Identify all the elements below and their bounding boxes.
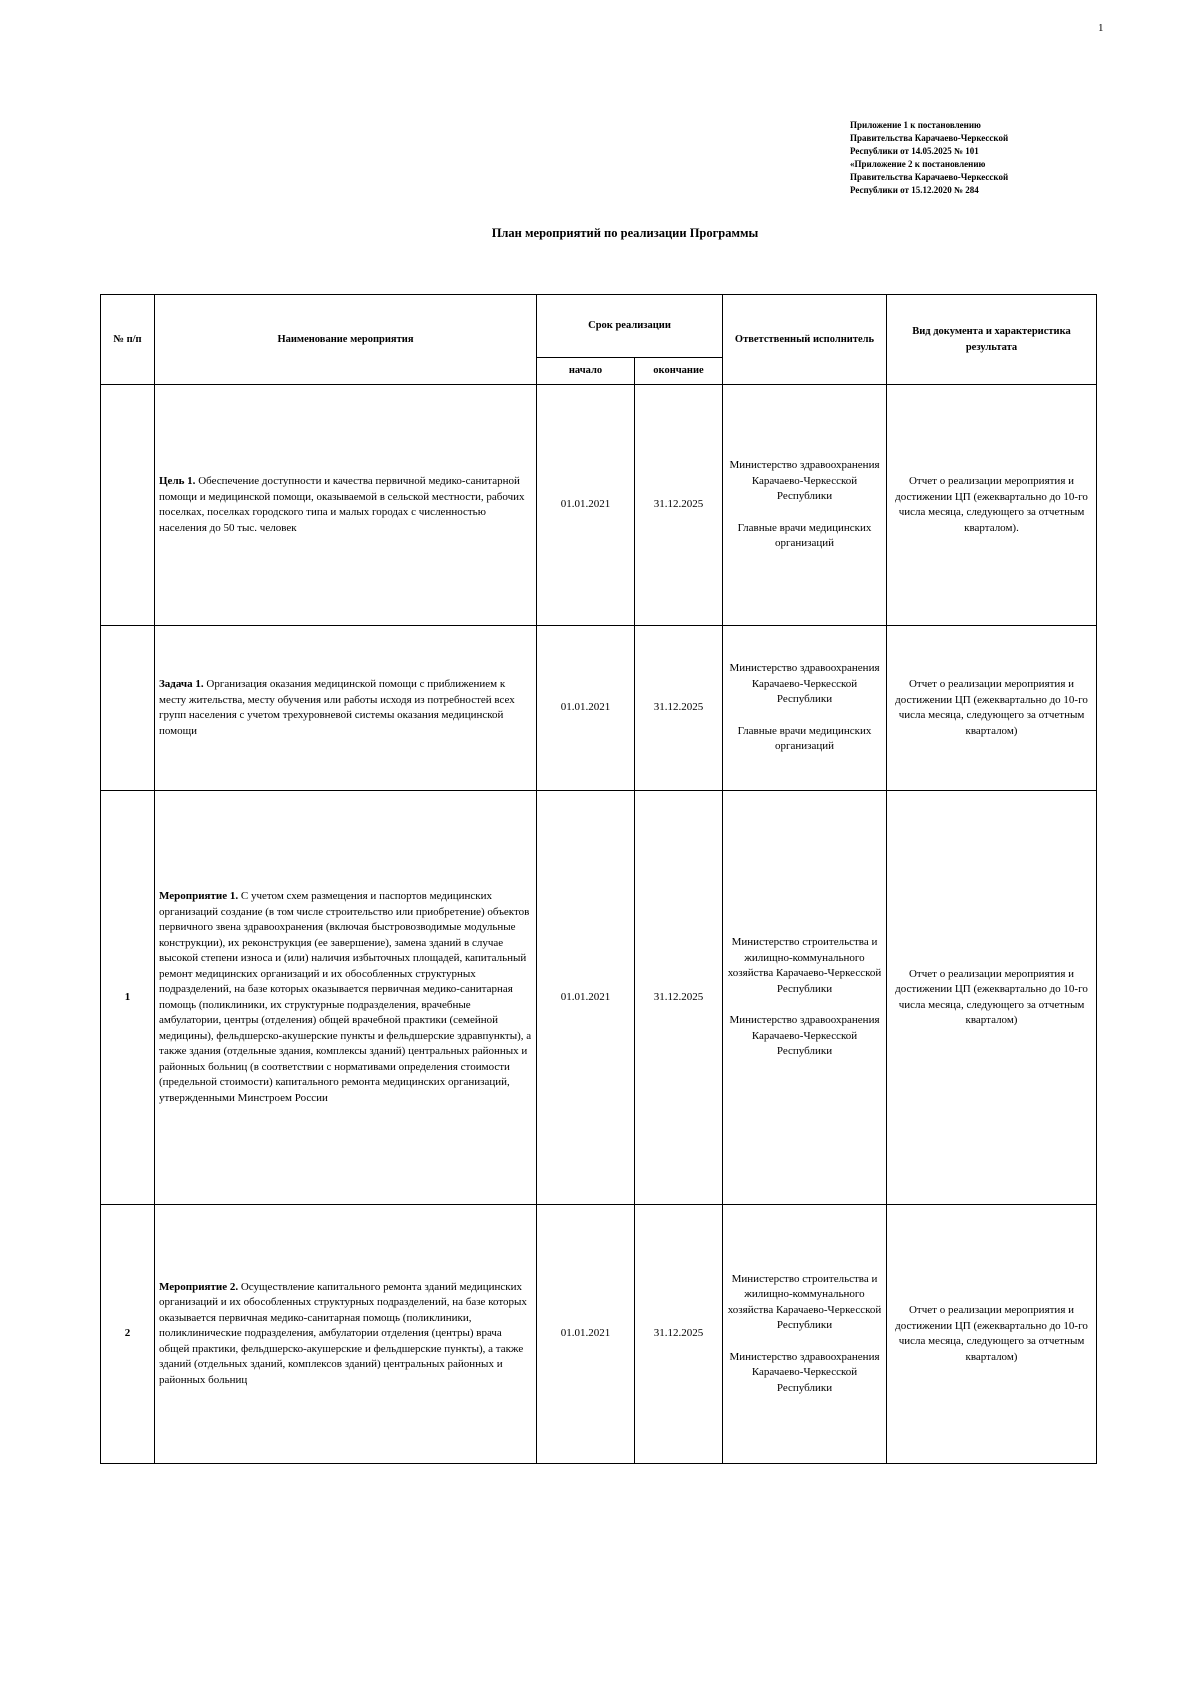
- row-start: 01.01.2021: [537, 626, 635, 791]
- document-title: План мероприятий по реализации Программы: [491, 226, 759, 240]
- table-row: [101, 1205, 1097, 1464]
- header-name: Наименование мероприятия: [155, 295, 537, 385]
- row-name: [155, 791, 537, 1205]
- header-note-line: Правительства Карачаево-Черкесской: [850, 133, 1009, 143]
- table-header: [101, 295, 1097, 385]
- row-name: [155, 626, 537, 791]
- row-num: [101, 385, 155, 626]
- row-label: Мероприятие 1.: [159, 890, 239, 902]
- executor-primary: Министерство строительства и жилищно-коммунального хозяйства Карачаево-Черкесской Республики: [727, 1272, 882, 1332]
- row-num: 1: [101, 791, 155, 1205]
- header-start: начало: [537, 358, 635, 385]
- row-name: [155, 385, 537, 626]
- executor-secondary: Министерство здравоохранения Карачаево-Черкесской Республики: [729, 1014, 880, 1058]
- row-executor: [723, 1205, 887, 1464]
- header-num: № п/п: [101, 295, 155, 385]
- header-result: Вид документа и характеристика результата: [887, 295, 1097, 385]
- header-note-line: Республики от 15.12.2020 № 284: [850, 185, 979, 195]
- row-executor: [723, 385, 887, 626]
- executor-secondary: Министерство здравоохранения Карачаево-Черкесской Республики: [729, 1350, 880, 1394]
- row-text: Обеспечение доступности и качества первичной медико-санитарной помощи и медицинской помощи, оказываемой в сельской местности, рабочих поселках, поселках городского типа и малых городах с численностью населения до 50 тыс. человек: [159, 475, 525, 534]
- row-end: 31.12.2025: [635, 626, 723, 791]
- row-result: Отчет о реализации мероприятия и достижении ЦП (ежеквартально до 10-го числа месяца, следующего за отчетным кварталом): [887, 791, 1097, 1205]
- executor-secondary: Главные врачи медицинских организаций: [737, 724, 872, 753]
- executor-primary: Министерство здравоохранения Карачаево-Черкесской Республики: [729, 459, 880, 503]
- row-end: 31.12.2025: [635, 385, 723, 626]
- header-executor: Ответственный исполнитель: [723, 295, 887, 385]
- table-row: [101, 626, 1097, 791]
- row-label: Цель 1.: [159, 475, 196, 487]
- header-note-line: «Приложение 2 к постановлению: [850, 159, 986, 169]
- table-row: [101, 385, 1097, 626]
- row-text: С учетом схем размещения и паспортов медицинских организаций создание (в том числе строительство или приобретение) объектов первичного звена здравоохранения (включая быстровозводимые модульные конструкции), их реконструкция (ее завершение), замена зданий в случае высокой степени износа и (или) наличия избыточных площадей, капитальный ремонт медицинских организаций и их обособленных структурных подразделений, на базе которых оказывается первичная медико-санитарная помощь (поликлиники, их структурные подразделения, врачебные амбулатории, центры (отделения) общей врачебной практики (семейной медицины), фельдшерско-акушерские пункты и фельдшерские здравпункты), а также здания (отдельные здания, комплексы зданий) центральных районных и районных больниц (в соответствии с нормативами определения стоимости (предельной стоимости) капитального ремонта медицинских организаций, утвержденными Минстроем России: [159, 890, 532, 1104]
- row-start: 01.01.2021: [537, 385, 635, 626]
- row-end: 31.12.2025: [635, 1205, 723, 1464]
- row-num: [101, 626, 155, 791]
- plan-table: [100, 294, 1097, 1464]
- row-executor: [723, 626, 887, 791]
- row-result: Отчет о реализации мероприятия и достижении ЦП (ежеквартально до 10-го числа месяца, следующего за отчетным кварталом): [887, 626, 1097, 791]
- row-start: 01.01.2021: [537, 791, 635, 1205]
- row-result: Отчет о реализации мероприятия и достижении ЦП (ежеквартально до 10-го числа месяца, следующего за отчетным кварталом): [887, 1205, 1097, 1464]
- header-note-line: Приложение 1 к постановлению: [850, 120, 981, 130]
- header-note: [850, 119, 1150, 197]
- executor-primary: Министерство здравоохранения Карачаево-Черкесской Республики: [729, 662, 880, 706]
- executor-primary: Министерство строительства и жилищно-коммунального хозяйства Карачаево-Черкесской Республики: [727, 936, 882, 995]
- header-end: окончание: [635, 358, 723, 385]
- row-num: 2: [101, 1205, 155, 1464]
- table-row: [101, 791, 1097, 1205]
- row-start: 01.01.2021: [537, 1205, 635, 1464]
- row-result: Отчет о реализации мероприятия и достижении ЦП (ежеквартально до 10-го числа месяца, следующего за отчетным кварталом).: [887, 385, 1097, 626]
- row-executor: [723, 791, 887, 1205]
- header-period: Срок реализации: [537, 295, 723, 358]
- executor-secondary: Главные врачи медицинских организаций: [737, 521, 872, 550]
- row-label: Задача 1.: [159, 678, 204, 690]
- row-text: Осуществление капитального ремонта зданий медицинских организаций и их обособленных структурных подразделений, на базе которых оказывается первичная медико-санитарная помощь (поликлиники, поликлинические подразделения, амбулатории отделения (центры) врача общей практики, фельдшерско-акушерские и фельдшерские пункты), а также зданий (отдельных зданий, комплексов зданий) центральных районных и районных больниц: [159, 1280, 527, 1386]
- header-note-line: Республики от 14.05.2025 № 101: [850, 146, 979, 156]
- row-end: 31.12.2025: [635, 791, 723, 1205]
- row-name: [155, 1205, 537, 1464]
- row-label: Мероприятие 2.: [159, 1280, 239, 1293]
- row-text: Организация оказания медицинской помощи с приближением к месту жительства, месту обучения или работы исходя из потребностей всех групп населения с учетом трехуровневой системы оказания медицинской помощи: [159, 678, 515, 737]
- header-note-line: Правительства Карачаево-Черкесской: [850, 172, 1009, 182]
- page-number: 1: [1098, 22, 1104, 34]
